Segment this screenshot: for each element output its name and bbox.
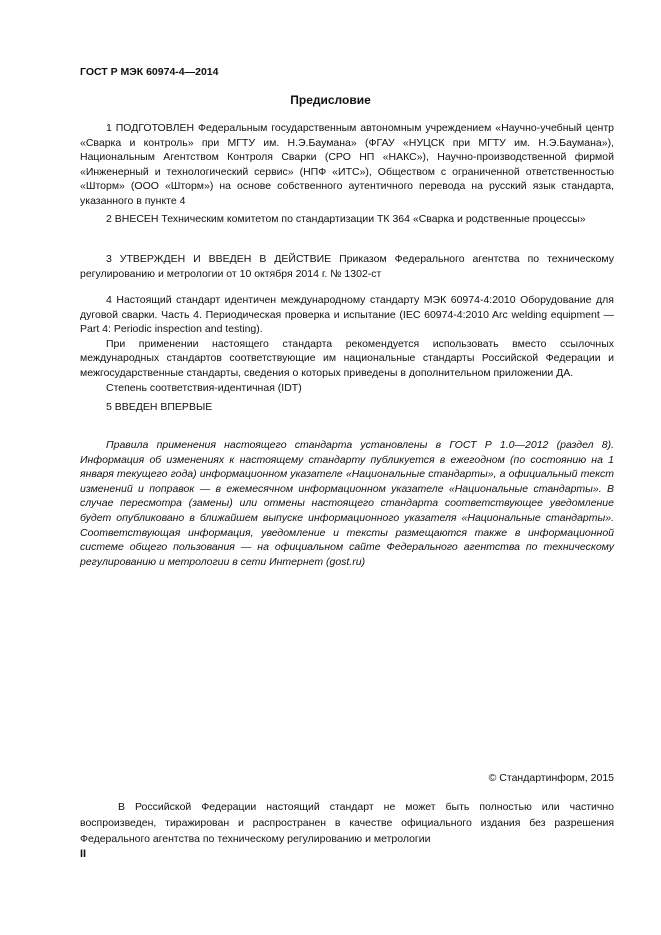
- item-5-text: 5 ВВЕДЕН ВПЕРВЫЕ: [106, 401, 213, 413]
- item-1: [80, 121, 614, 209]
- reproduction-note: [80, 799, 614, 847]
- copyright: © Стандартинформ, 2015: [488, 772, 614, 784]
- document-code: ГОСТ Р МЭК 60974-4—2014: [80, 66, 219, 78]
- item-5: [80, 400, 614, 415]
- item-4: [80, 293, 614, 395]
- reproduction-note-text: В Российской Федерации настоящий стандарт не может быть полностью или частично воспроизведен, тиражирован и распространен в качестве официального издания без разрешения Федерального агентства по техническому регулированию и метрологии: [80, 801, 614, 845]
- item-4-para-2: При применении настоящего стандарта рекомендуется использовать вместо ссылочных международных стандартов соответствующие им национальные стандарты Российской Федерации и межгосударственные стандарты, сведения о которых приведены в дополнительном приложении ДА.: [80, 337, 614, 379]
- item-2: [80, 212, 614, 227]
- item-2-text: 2 ВНЕСЕН Техническим комитетом по стандартизации ТК 364 «Сварка и родственные процессы»: [106, 213, 586, 225]
- page-title: Предисловие: [290, 93, 371, 107]
- rules-note-text: Правила применения настоящего стандарта установлены в ГОСТ Р 1.0—2012 (раздел 8). Информация об изменениях к настоящему стандарту публикуется в ежегодном (по состоянию на 1 января текущего года) информационном указателе «Национальные стандарты», а официальный текст изменений и поправок — в ежемесячном информационном указателе «Национальные стандарты». В случае пересмотра (замены) или отмены настоящего стандарта соответствующее уведомление будет опубликовано в ближайшем выпуске информационного указателя «Национальные стандарты». Соответствующая информация, уведомление и тексты размещаются также в информационной системе общего пользования — на официальном сайте Федерального агентства по техническому регулированию и метрологии в сети Интернет (gost.ru): [80, 439, 614, 568]
- item-3: [80, 252, 614, 281]
- item-4-text: 4 Настоящий стандарт идентичен международному стандарту МЭК 60974-4:2010 Оборудование для дуговой сварки. Часть 4. Периодическая проверка и испытание (IEC 60974-4:2010 Arc welding equipment — Part 4: Periodic inspection and testing).: [80, 294, 614, 336]
- item-4-para-3: Степень соответствия-идентичная (IDT): [106, 381, 302, 394]
- item-3-text: 3 УТВЕРЖДЕН И ВВЕДЕН В ДЕЙСТВИЕ Приказом Федерального агентства по техническому регулированию и метрологии от 10 октября 2014 г. № 1302-ст: [80, 253, 614, 280]
- item-1-text: 1 ПОДГОТОВЛЕН Федеральным государственным автономным учреждением «Научно-учебный центр «Сварка и контроль» при МГТУ им. Н.Э.Баумана» (ФГАУ «НУЦСК при МГТУ им. Н.Э.Баумана»), Национальным Агентством Контроля Сварки (СРО НП «НАКС»), Научно-производственной фирмой «Инженерный и технологический сервис» (НПФ «ИТС»), Обществом с ограниченной ответственностью «Шторм» (ООО «Шторм») на основе собственного аутентичного перевода на русский язык стандарта, указанного в пункте 4: [80, 122, 614, 207]
- page-number: II: [80, 848, 87, 860]
- rules-note: [80, 438, 614, 569]
